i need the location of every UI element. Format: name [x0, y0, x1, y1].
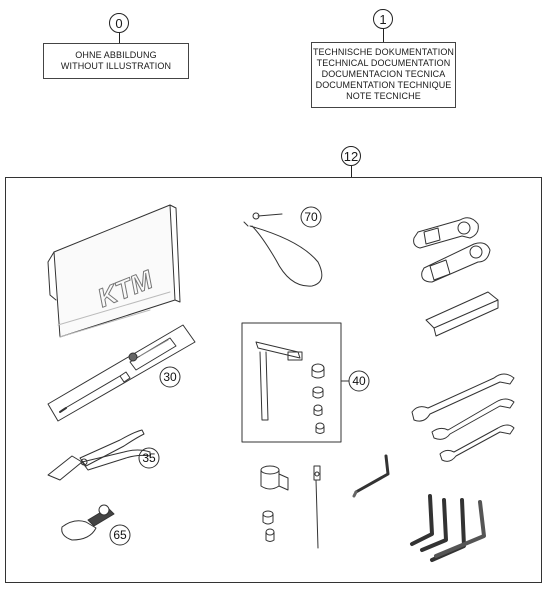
callout-70: 70 [304, 210, 318, 224]
allen-key [354, 456, 388, 496]
open-end-wrenches [412, 374, 514, 461]
callout-12: 12 [341, 146, 361, 166]
tech-docs-line-4: DOCUMENTATION TECHNIQUE [315, 80, 452, 90]
allen-key-set [412, 496, 484, 560]
flat-wrench-bar [426, 292, 498, 336]
tool-bag [48, 205, 180, 337]
callout-1: 1 [373, 9, 393, 29]
tech-docs-line-3: DOCUMENTACION TECNICA [321, 69, 446, 79]
no-illustration-line-1: OHNE ABBILDUNG [75, 50, 157, 60]
tech-docs-line-1: TECHNISCHE DOKUMENTATION [312, 47, 455, 57]
ring-spanner-middle [422, 243, 490, 282]
socket-set [261, 466, 320, 548]
no-illustration-line-2: WITHOUT ILLUSTRATION [60, 61, 172, 71]
tech-docs-line-2: TECHNICAL DOCUMENTATION [316, 58, 451, 68]
torx-set [242, 323, 341, 442]
callout-30: 30 [163, 370, 177, 384]
tech-docs-line-5: NOTE TECNICHE [346, 91, 421, 101]
callout-65: 65 [113, 528, 127, 542]
pliers [48, 430, 150, 480]
callout-40: 40 [352, 374, 366, 388]
callout-0: 0 [109, 13, 129, 33]
ring-spanner-top [414, 218, 479, 248]
spoke-wrench [62, 505, 114, 540]
bag-logo-text: KTM [93, 264, 157, 314]
callout-35: 35 [142, 451, 156, 465]
